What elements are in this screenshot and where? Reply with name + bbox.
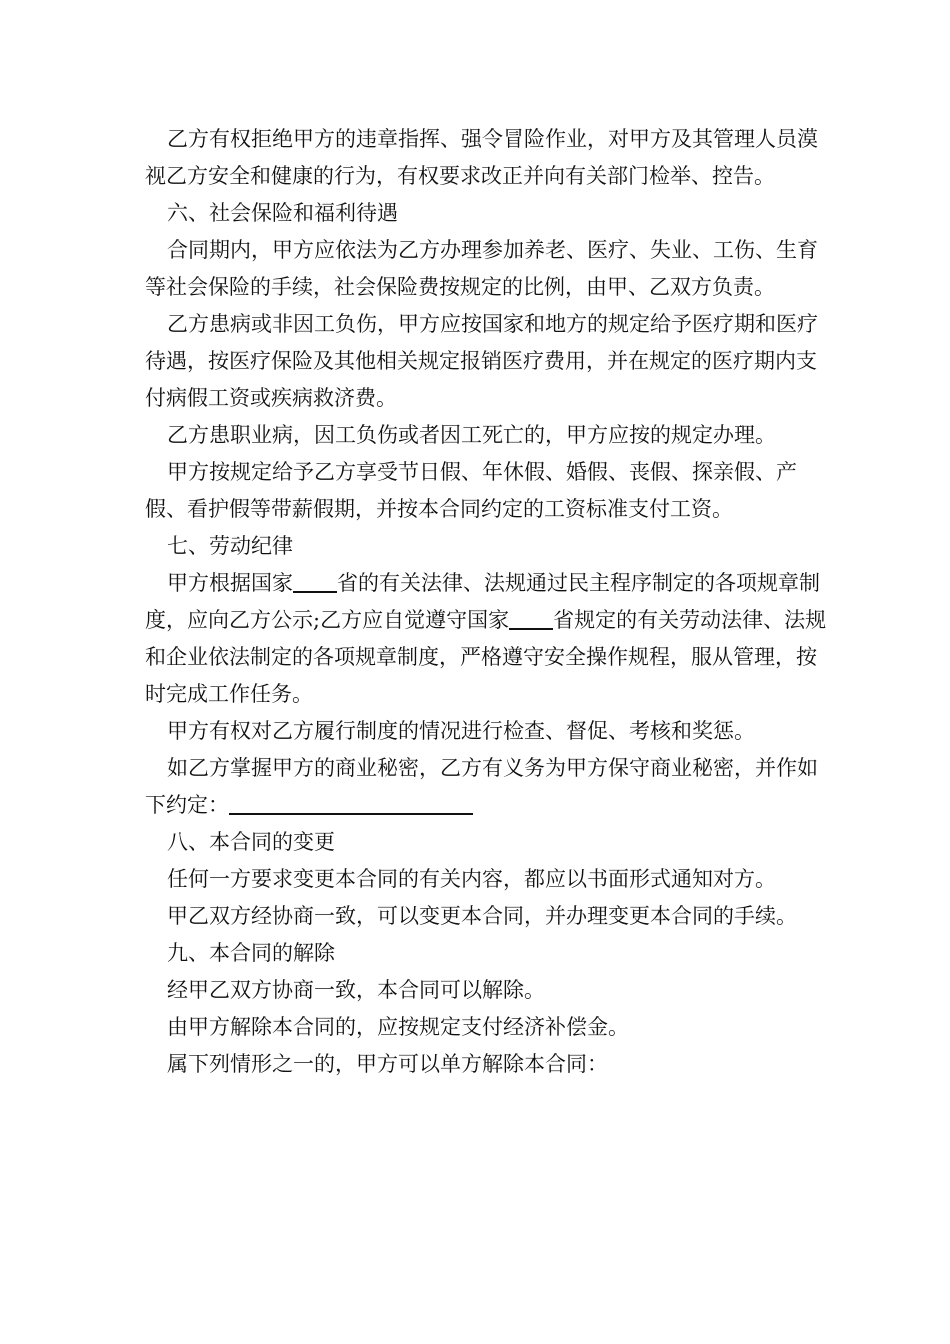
paragraph-social-insurance: 合同期内，甲方应依法为乙方办理参加养老、医疗、失业、工伤、生育等社会保险的手续，社会保险费按规定的比例，由甲、乙双方负责。 <box>145 238 818 299</box>
paragraph-discipline-rules <box>145 565 835 713</box>
agreement-blank <box>229 791 473 815</box>
paragraph-change-notice: 任何一方要求变更本合同的有关内容，都应以书面形式通知对方。 <box>167 867 776 891</box>
paragraph-refuse-orders: 乙方有权拒绝甲方的违章指挥、强令冒险作业，对甲方及其管理人员漠视乙方安全和健康的行为，有权要求改正并向有关部门检举、控告。 <box>145 127 818 188</box>
trade-secret-text: 如乙方掌握甲方的商业秘密，乙方有义务为甲方保守商业秘密，并作如下约定： <box>145 756 818 817</box>
section-heading-6: 六、社会保险和福利待遇 <box>167 201 398 225</box>
paragraph-severance: 由甲方解除本合同的，应按规定支付经济补偿金。 <box>167 1015 629 1039</box>
section-heading-8: 八、本合同的变更 <box>167 830 335 854</box>
paragraph-trade-secret <box>145 750 835 824</box>
discipline-text-1: 甲方根据国家 <box>167 571 293 595</box>
document-body <box>145 121 835 1083</box>
discipline-text-3: 省规定的有关劳动法律、法规和企业依法制定的各项规章制度，严格遵守安全操作规程，服从管理，按时完成工作任务。 <box>145 608 827 706</box>
paragraph-paid-leave: 甲方按规定给予乙方享受节日假、年休假、婚假、丧假、探亲假、产假、看护假等带薪假期，并按本合同约定的工资标准支付工资。 <box>145 460 797 521</box>
province-blank-1 <box>293 569 337 593</box>
paragraph-medical-period: 乙方患病或非因工负伤，甲方应按国家和地方的规定给予医疗期和医疗待遇，按医疗保险及其他相关规定报销医疗费用，并在规定的医疗期内支付病假工资或疾病救济费。 <box>145 312 818 410</box>
paragraph-mutual-termination: 经甲乙双方协商一致，本合同可以解除。 <box>167 978 545 1002</box>
paragraph-inspection: 甲方有权对乙方履行制度的情况进行检查、督促、考核和奖惩。 <box>167 719 755 743</box>
discipline-text-2: 省的有关法律、法规通过民主程序制定的各项规章制度，应向乙方公示;乙方应自觉遵守国家 <box>145 571 820 632</box>
paragraph-unilateral-termination: 属下列情形之一的，甲方可以单方解除本合同： <box>167 1052 608 1076</box>
section-heading-9: 九、本合同的解除 <box>167 941 335 965</box>
paragraph-occupational-disease: 乙方患职业病，因工负伤或者因工死亡的，甲方应按的规定办理。 <box>167 423 776 447</box>
province-blank-2 <box>509 606 553 630</box>
section-heading-7: 七、劳动纪律 <box>167 534 293 558</box>
paragraph-change-agreement: 甲乙双方经协商一致，可以变更本合同，并办理变更本合同的手续。 <box>167 904 797 928</box>
